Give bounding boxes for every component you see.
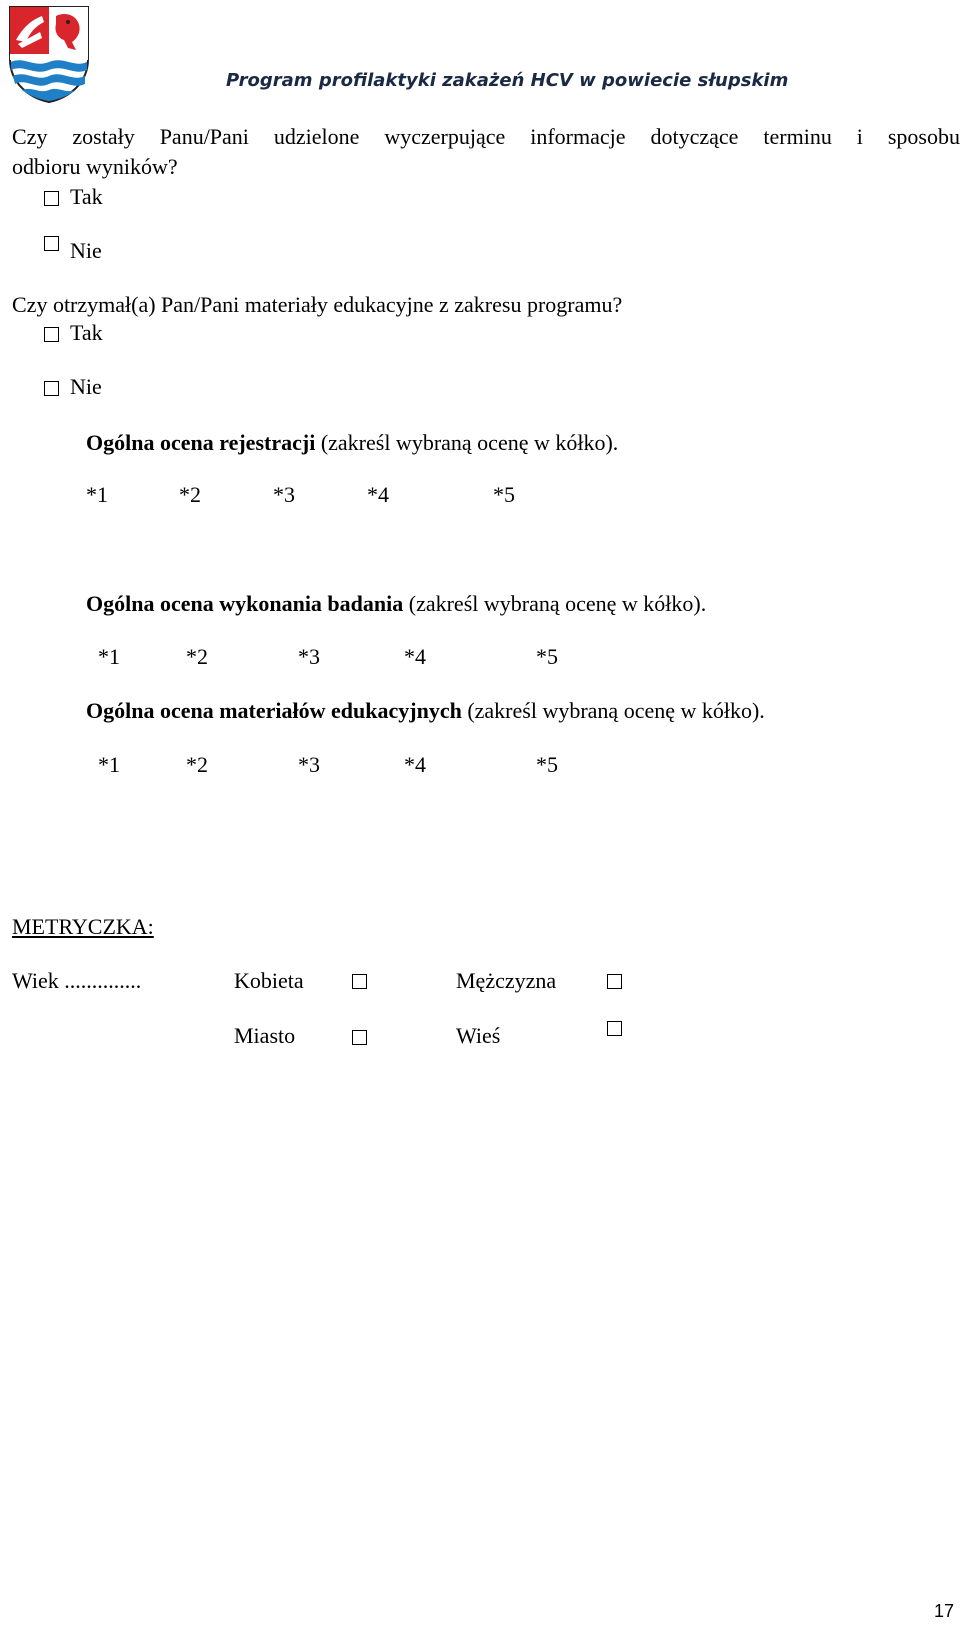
- page-number: 17: [933, 1601, 954, 1621]
- rating-registration-option-1[interactable]: *1: [86, 482, 108, 507]
- checkbox-q2-nie[interactable]: [44, 381, 59, 396]
- checkbox-q1-nie[interactable]: [44, 236, 59, 251]
- male-label: Mężczyzna: [456, 968, 557, 993]
- rating-examination-option-1[interactable]: *1: [98, 644, 120, 669]
- rating-examination-option-3[interactable]: *3: [298, 644, 320, 669]
- question-1-line-2: odbioru wyników?: [12, 154, 178, 179]
- rating-materials-option-5[interactable]: *5: [536, 752, 558, 777]
- rating-examination-option-4[interactable]: *4: [404, 644, 426, 669]
- checkbox-male[interactable]: [607, 974, 622, 989]
- checkbox-q1-tak[interactable]: [44, 191, 59, 206]
- rating-materials-option-1[interactable]: *1: [98, 752, 120, 777]
- option-label-q2-nie: Nie: [70, 374, 102, 399]
- female-label: Kobieta: [234, 968, 304, 993]
- rating-examination-label: Ogólna ocena wykonania badania: [86, 591, 404, 616]
- rating-registration-instruction: (zakreśl wybraną ocenę w kółko).: [315, 430, 619, 455]
- option-label-q2-tak: Tak: [70, 320, 103, 345]
- question-2-text: Czy otrzymał(a) Pan/Pani materiały edukacyjne z zakresu programu?: [12, 292, 623, 317]
- rating-materials-option-3[interactable]: *3: [298, 752, 320, 777]
- rating-materials-label: Ogólna ocena materiałów edukacyjnych: [86, 698, 462, 723]
- rating-registration-heading: [86, 430, 618, 456]
- rating-examination-instruction: (zakreśl wybraną ocenę w kółko).: [403, 591, 707, 616]
- rating-registration-label: Ogólna ocena rejestracji: [86, 430, 316, 455]
- question-1-line-1: Czy zostały Panu/Pani udzielone wyczerpujące informacje dotyczące terminu i sposobu: [12, 124, 960, 149]
- rating-registration-option-2[interactable]: *2: [179, 482, 201, 507]
- checkbox-q2-tak[interactable]: [44, 327, 59, 342]
- option-label-q1-tak: Tak: [70, 184, 103, 209]
- rating-examination-option-5[interactable]: *5: [536, 644, 558, 669]
- rating-registration-option-3[interactable]: *3: [273, 482, 295, 507]
- checkbox-village[interactable]: [607, 1021, 622, 1036]
- metryczka-title: METRYCZKA:: [12, 914, 154, 939]
- checkbox-city[interactable]: [352, 1030, 367, 1045]
- option-label-q1-nie: Nie: [70, 238, 102, 263]
- rating-examination-option-2[interactable]: *2: [186, 644, 208, 669]
- coat-of-arms-icon: [6, 4, 92, 104]
- rating-registration-option-5[interactable]: *5: [493, 482, 515, 507]
- header-title: Program profilaktyki zakażeń HCV w powiecie słupskim: [226, 70, 789, 91]
- city-label: Miasto: [234, 1023, 296, 1048]
- checkbox-female[interactable]: [352, 974, 367, 989]
- rating-materials-option-2[interactable]: *2: [186, 752, 208, 777]
- age-field[interactable]: Wiek ..............: [12, 968, 142, 993]
- rating-examination-heading: [86, 591, 706, 617]
- rating-materials-instruction: (zakreśl wybraną ocenę w kółko).: [461, 698, 765, 723]
- rating-materials-heading: [86, 698, 765, 724]
- rating-materials-option-4[interactable]: *4: [404, 752, 426, 777]
- village-label: Wieś: [456, 1023, 501, 1048]
- rating-registration-option-4[interactable]: *4: [367, 482, 389, 507]
